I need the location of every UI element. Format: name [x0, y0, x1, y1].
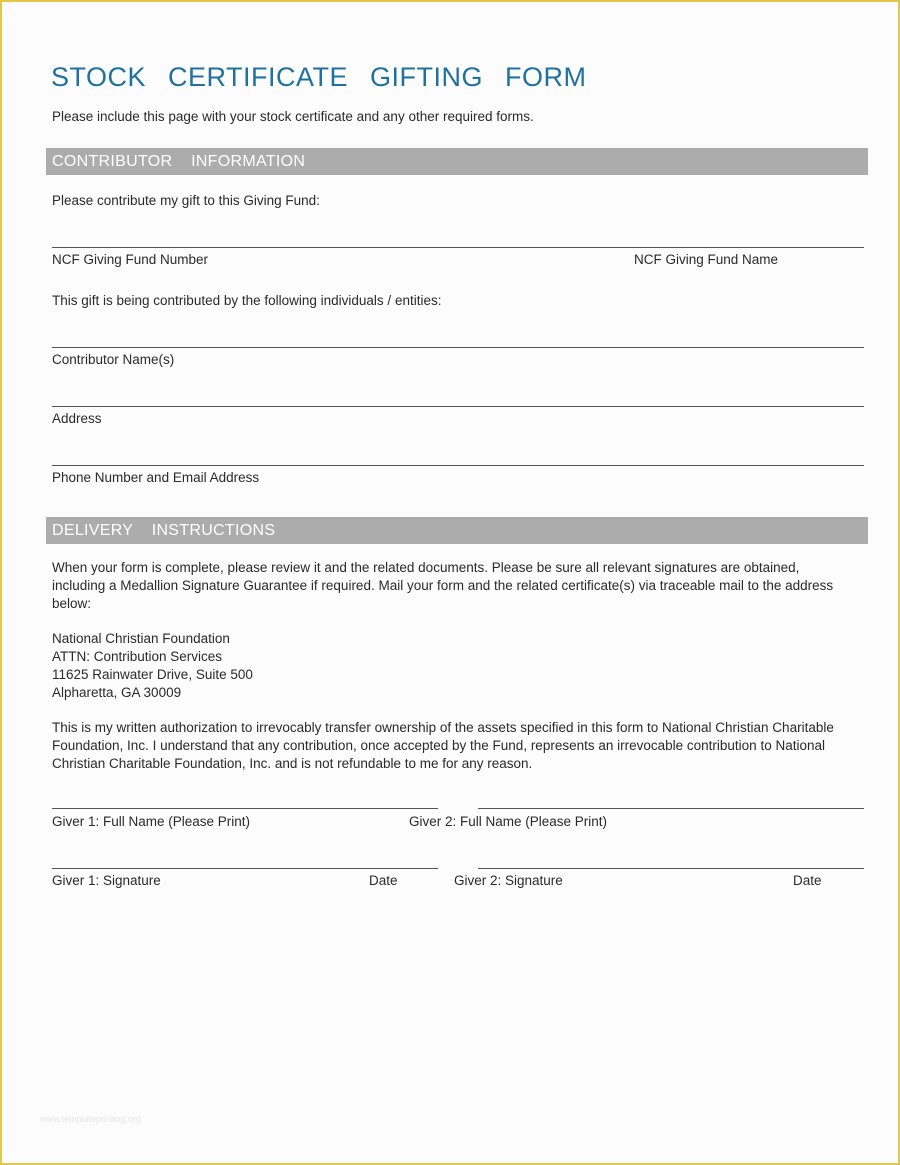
phone-email-label: Phone Number and Email Address: [52, 470, 260, 485]
mailing-address: [52, 630, 842, 702]
giver1-name-label: Giver 1: Full Name (Please Print): [52, 814, 251, 829]
footer-watermark: www.templateprinting.org: [40, 1114, 142, 1124]
giver1-signature-label: Giver 1: Signature: [52, 873, 161, 888]
contributor-section-header: [46, 148, 868, 175]
giver1-name-line[interactable]: [52, 808, 438, 809]
phone-email-line[interactable]: [52, 465, 864, 466]
page-title: STOCK CERTIFICATE GIFTING FORM: [51, 62, 587, 92]
address-label: Address: [52, 411, 102, 426]
delivery-instructions: When your form is complete, please review it and the related documents. Please be sure all relevant signatures are obtained, including a Medallion Signature Guarantee if required. Mail your form and the related certificate(s) via traceable mail to the address below:: [52, 560, 834, 611]
giver2-name-label: Giver 2: Full Name (Please Print): [409, 814, 608, 829]
delivery-section-heading: DELIVERY INSTRUCTIONS: [52, 522, 276, 539]
giver2-date-label: Date: [793, 873, 822, 888]
contributor-section-heading: CONTRIBUTOR INFORMATION: [52, 153, 306, 170]
authorization-text: This is my written authorization to irrevocably transfer ownership of the assets specified in this form to National Christian Charitable Foundation, Inc. I understand that any contribution, once accepted by the Fund, represents an irrevocable contribution to National Christian Charitable Foundation, Inc. and is not refundable to me for any reason.: [52, 720, 834, 771]
fund-name-label: NCF Giving Fund Name: [634, 252, 779, 267]
address-line-4: Alpharetta, GA 30009: [52, 685, 182, 700]
giver2-name-line[interactable]: [478, 808, 864, 809]
giver1-signature-line[interactable]: [52, 868, 438, 869]
address-line-1: National Christian Foundation: [52, 631, 230, 646]
address-line-2: ATTN: Contribution Services: [52, 649, 223, 664]
contributor-names-label: Contributor Name(s): [52, 352, 175, 367]
fund-prompt: Please contribute my gift to this Giving Fund:: [52, 193, 320, 208]
giver1-date-label: Date: [369, 873, 398, 888]
address-line[interactable]: [52, 406, 864, 407]
address-line-3: 11625 Rainwater Drive, Suite 500: [52, 667, 253, 682]
giver2-signature-line[interactable]: [478, 868, 864, 869]
delivery-section-header: [46, 517, 868, 544]
giver2-signature-label: Giver 2: Signature: [454, 873, 563, 888]
fund-line[interactable]: [52, 247, 864, 248]
contributor-names-line[interactable]: [52, 347, 864, 348]
intro-text: Please include this page with your stock certificate and any other required forms.: [52, 109, 534, 124]
contributors-prompt: This gift is being contributed by the following individuals / entities:: [52, 293, 442, 308]
fund-number-label: NCF Giving Fund Number: [52, 252, 209, 267]
